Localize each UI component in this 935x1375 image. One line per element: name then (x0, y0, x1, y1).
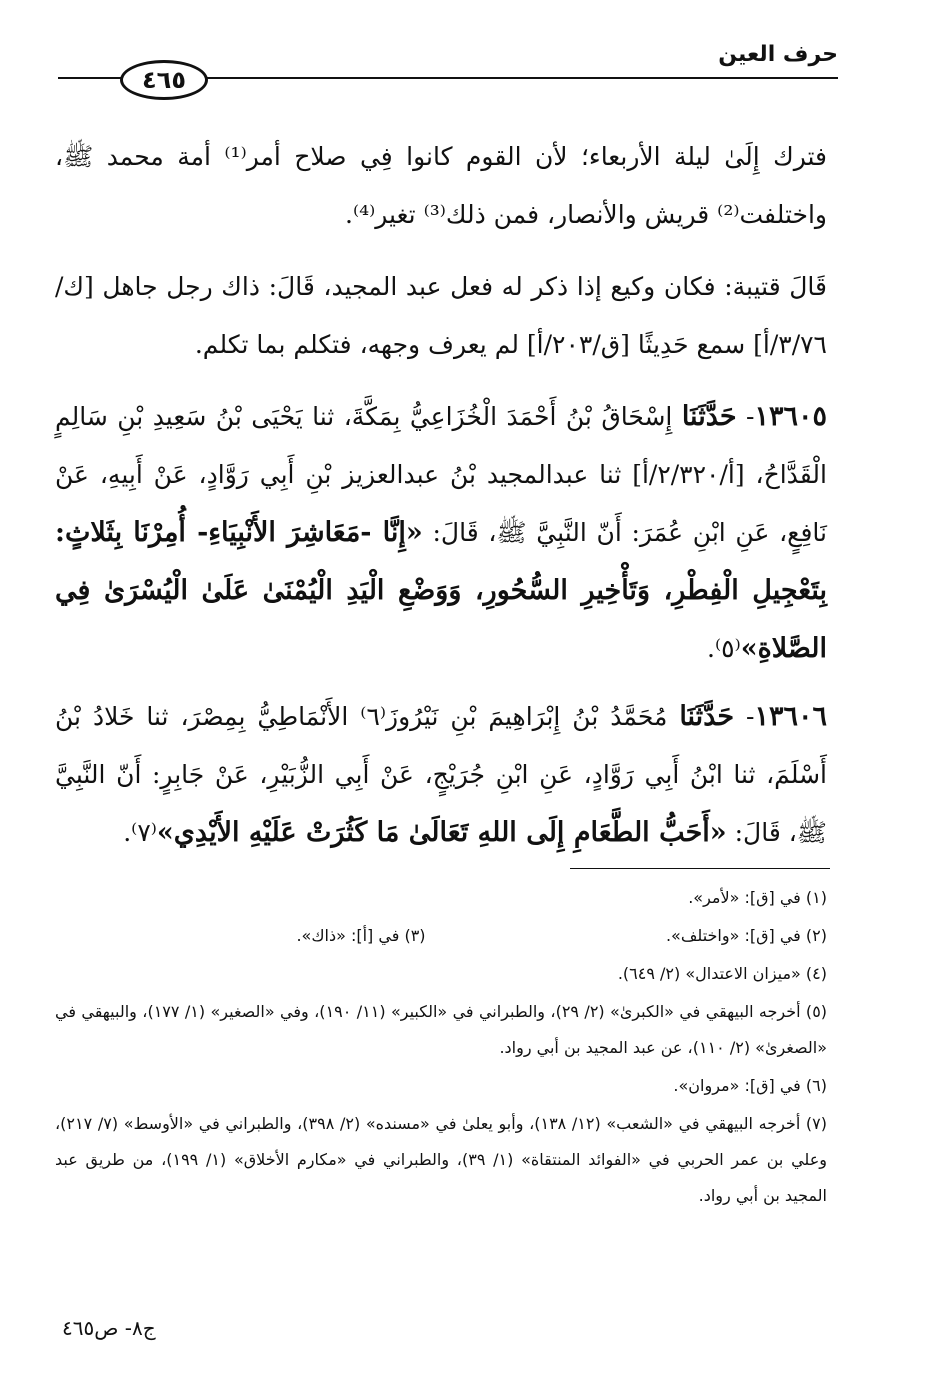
haddathana-label: حَدَّثَنَا (681, 401, 737, 432)
hadith-matn: «أَحَبُّ الطَّعَامِ إِلَى اللهِ تَعَالَىٰ مَا كَثُرَتْ عَلَيْهِ الأَيْدِي» (156, 817, 727, 848)
paragraph-1: فترك إِلَىٰ ليلة الأربعاء؛ لأن القوم كانوا فِي صلاح أمر⁽¹⁾ أمة محمد ﷺ، واختلفت⁽²⁾ قريش والأنصار، فمن ذلك⁽³⁾ تغير⁽⁴⁾. (55, 142, 827, 229)
chapter-title: حرف العين (718, 42, 838, 67)
hadith-13606: ١٣٦٠٦- حَدَّثَنَا مُحَمَّدُ بْنُ إِبْرَاهِيمَ بْنِ نَيْرُوزَ⁽٦⁾ الأَنْمَاطِيُّ بِمِصْرَ، ثنا خَلادُ بْنُ أَسْلَمَ، ثنا ابْنُ أَبِي رَوَّادٍ، عَنِ ابْنِ جُرَيْجٍ، عَنْ أَبِي الزُّبَيْرِ، عَنْ جَابِرٍ: أَنّ النَّبِيَّ ﷺ، قَالَ: «أَحَبُّ الطَّعَامِ إِلَى اللهِ تَعَالَىٰ مَا كَثُرَتْ عَلَيْهِ الأَيْدِي»⁽٧⁾. (55, 701, 827, 848)
footnote-5: (٥) أخرجه البيهقي في «الكبرىٰ» (٢/ ٢٩)، والطبراني في «الكبير» (١١/ ١٩٠)، وفي «الصغير» (١/ ١٧٧)، والبيهقي في «الصغرىٰ» (٢/ ١١٠)، عن عبد المجيد بن أبي رواد. (55, 1002, 828, 1057)
footnote-row (55, 918, 827, 954)
page-number-badge: ٤٦٥ (120, 60, 208, 100)
footnote-7: (٧) أخرجه البيهقي في «الشعب» (١٢/ ١٣٨)، وأبو يعلىٰ في «مسنده» (٢/ ٣٩٨)، والطبراني في «الأوسط» (٧/ ٢١٧)، وعلي بن عمر الحربي في «الفوائد المنتقاة» (١/ ٣٩)، والطبراني في «مكارم الأخلاق» (١/ ١٩٩)، من طريق عبد المجيد بن أبي رواد. (55, 1114, 827, 1205)
hadith-chain: إِسْحَاقُ بْنُ أَحْمَدَ الْخُزَاعِيُّ بِمَكَّةَ، ثنا يَحْيَى بْنُ سَعِيدِ بْنِ سَالِمٍ الْقَدَّاحُ، [أ/٢/٣٢٠/أ] ثنا عبدالمجيد بْنُ عبدالعزيز بْنِ أَبِي رَوَّادٍ، عَنْ أَبِيهِ، عَنْ نَافِعٍ، عَنِ ابْنِ عُمَرَ: أَنّ النَّبِيَّ ﷺ، قَالَ: (55, 402, 827, 547)
hadith-footnote-ref: ⁽٧⁾. (123, 818, 157, 847)
footnotes (55, 880, 827, 1216)
haddathana-label: حَدَّثَنَا (679, 701, 735, 732)
volume-page-reference: ج٨- ص٤٦٥ (62, 1316, 156, 1340)
footnote-separator (570, 868, 830, 869)
hadith-footnote-ref: ⁽٥⁾. (707, 634, 741, 663)
footnote-3: (٣) في [أ]: «ذاك». (296, 926, 426, 945)
footnote-2: (٢) في [ق]: «واختلف». (665, 926, 827, 945)
hadith-matn: «إِنَّا -مَعَاشِرَ الأَنْبِيَاءِ- أُمِرْنَا بِثَلاثٍ: بِتَعْجِيلِ الْفِطْرِ، وَتَأْخِيرِ السُّحُورِ، وَوَضْعِ الْيَدِ الْيُمْنَىٰ عَلَىٰ الْيُسْرَىٰ فِي الصَّلاةِ» (55, 517, 827, 664)
paragraph-2: قَالَ قتيبة: فكان وكيع إذا ذكر له فعل عبد المجيد، قَالَ: ذاك رجل جاهل [ك/٣/٧٦/أ] سمع حَدِيثًا [ق/٢٠٣/أ] لم يعرف وجهه، فتكلم بما تكلم. (55, 272, 827, 359)
main-text (55, 128, 827, 872)
footnote-4: (٤) «ميزان الاعتدال» (٢/ ٦٤٩). (617, 964, 827, 983)
hadith-number: ١٣٦٠٦ (754, 701, 827, 732)
page-header (58, 40, 838, 100)
footnote-1: (١) في [ق]: «لأمر». (688, 888, 827, 907)
footnote-6: (٦) في [ق]: «مروان». (673, 1076, 827, 1095)
hadith-number: ١٣٦٠٥ (754, 401, 827, 432)
hadith-chain: مُحَمَّدُ بْنُ إِبْرَاهِيمَ بْنِ نَيْرُوزَ⁽٦⁾ الأَنْمَاطِيُّ بِمِصْرَ، ثنا خَلادُ بْنُ أَسْلَمَ، ثنا ابْنُ أَبِي رَوَّادٍ، عَنِ ابْنِ جُرَيْجٍ، عَنْ أَبِي الزُّبَيْرِ، عَنْ جَابِرٍ: أَنّ النَّبِيَّ ﷺ، قَالَ: (55, 702, 827, 847)
hadith-13605: ١٣٦٠٥- حَدَّثَنَا إِسْحَاقُ بْنُ أَحْمَدَ الْخُزَاعِيُّ بِمَكَّةَ، ثنا يَحْيَى بْنُ سَعِيدِ بْنِ سَالِمٍ الْقَدَّاحُ، [أ/٢/٣٢٠/أ] ثنا عبدالمجيد بْنُ عبدالعزيز بْنِ أَبِي رَوَّادٍ، عَنْ أَبِيهِ، عَنْ نَافِعٍ، عَنِ ابْنِ عُمَرَ: أَنّ النَّبِيَّ ﷺ، قَالَ: «إِنَّا -مَعَاشِرَ الأَنْبِيَاءِ- أُمِرْنَا بِثَلاثٍ: بِتَعْجِيلِ الْفِطْرِ، وَتَأْخِيرِ السُّحُورِ، وَوَضْعِ الْيَدِ الْيُمْنَىٰ عَلَىٰ الْيُسْرَىٰ فِي الصَّلاةِ»⁽٥⁾. (55, 401, 827, 664)
